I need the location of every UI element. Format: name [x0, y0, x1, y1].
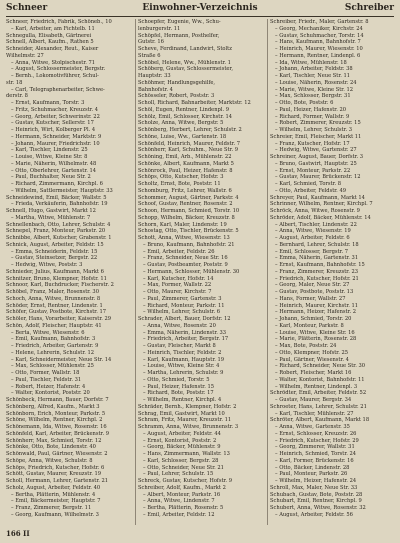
directory-entry-line: – Georg, Bäcker, Mühlenstr. 9	[143, 444, 221, 451]
directory-entry-line: – Paul, Monteur, Parkstr. 26	[275, 471, 348, 478]
directory-entry-line: – Georg, Zimmerer, Wallstr. 31	[275, 444, 355, 451]
header-title: Einwohner-Verzeichnis	[142, 3, 258, 13]
directory-entry-line: – Heinrich, Schmied, Torstr. 24	[275, 451, 357, 457]
directory-entry-line: Schneidewind, Emil, Bäcker, Wallstr. 5	[6, 194, 107, 201]
directory-entry-line: Gutstr. 16	[138, 39, 164, 46]
directory-entry-line: – Max, Bote, Poststr. 24	[275, 343, 337, 349]
directory-entry-line: Straße 6	[138, 52, 161, 59]
directory-entry-line: Schomburg, Fritz, Lehrer, Wallstr. 6	[138, 187, 232, 194]
column-1	[6, 19, 132, 525]
directory-entry-line: – Gustav, Postbote, Poststr. 13	[275, 289, 354, 295]
directory-entry-line: Schrag, Emil, Gastwirt, Markt 10	[138, 410, 225, 417]
directory-entry-line: Schreck, Gustav, Kutscher, Hofstr. 9	[138, 478, 232, 484]
directory-entry-line: Schöberg, Gustav, Schlossermeister,	[138, 66, 233, 73]
directory-entry-line: – Anna, Witwe, Stolpischestr. 71	[11, 59, 96, 66]
directory-entry-line: Schnibbe, Albert, Kutscher, Grabenstr. 1	[6, 235, 112, 241]
directory-entry-line: lenburgerstr. 11	[138, 25, 181, 32]
directory-entry-line: – August, Arbeiter, Feldstr. 56	[275, 511, 353, 518]
directory-entry-line: Schönberg, Alfred, Kaufm., Markt 3	[6, 403, 100, 410]
directory-entry-line: – Robert, Fleischer, Markt 16	[275, 370, 352, 376]
directory-entry-line: – August, Schlossermeister, Bergstr.	[11, 66, 106, 73]
directory-entry-line: – Albert, Monteur, Parkstr. 16	[143, 491, 221, 498]
directory-entry-line: – Berta, Witwe, Wiesenstr. 6	[11, 329, 85, 336]
directory-entry-line: – Richard, Zimmermann, Kirchpl. 6	[11, 181, 103, 187]
directory-entry-line: – Max, Schlosser, Mühlenstr. 25	[11, 363, 94, 370]
directory-entry-line: Wilhelmstr. 27	[6, 52, 44, 59]
column-2	[138, 19, 264, 525]
directory-entry-line: Schönke, Albert, Kaufmann, Markt 5	[138, 160, 234, 167]
directory-entry-line: Schönbeck, Hermann, Bauer, Dorfstr. 7	[6, 397, 109, 403]
directory-entry-line: Schönherr, Max, Schmied, Torstr. 12	[6, 437, 102, 444]
directory-entry-line: – Emma, Näherin, Lindenstr. 33	[143, 329, 227, 336]
directory-entry-line: Schnegulla, Elisabeth, Gärtnerei	[6, 32, 92, 39]
directory-entry-line: Schösseler, Robert, Poststr. 3	[138, 93, 215, 100]
directory-entry-line: – Ernst, Kontorist, Poststr. 2	[143, 437, 217, 444]
directory-entry-line: – Walter, Kontorist, Poststr. 20	[11, 390, 90, 397]
directory-entry-line: Schnieder, Julius, Kaufmann, Markt 6	[6, 268, 104, 275]
directory-entry-line: – Georg, Kaufmann, Wilhelmstr. 3	[11, 511, 99, 518]
column-divider	[267, 19, 268, 525]
column-3	[270, 19, 396, 525]
directory-entry-line: Schöning, Emil, Arb., Mühlenstr. 22	[138, 154, 232, 160]
directory-entry-line: – Paul, Lehrer, Schulstr. 15	[143, 471, 214, 478]
directory-entry-line: – Emil, Kaufmann, Bahnhofstr. 3	[11, 336, 96, 343]
directory-entry-line: – Karl, Tischler, Lindenstr. 25	[11, 147, 88, 154]
directory-entry-line: Schrödter, Emil, Arbeiter, Feldstr. 52	[270, 390, 367, 397]
directory-entry-line: Schött, Gustav, Maurer, Kreuzstr. 19	[6, 471, 102, 478]
directory-entry-line: Schneer, Friedrich, Fabrik, Schöneb., 10	[6, 19, 112, 25]
directory-entry-line: – Karl, Tischler, Mühlenstr. 27	[275, 410, 354, 417]
directory-entry-line: – Wilhelm, Lehrer, Schulstr. 6	[143, 309, 221, 316]
directory-entry-line: – Otto, Schmied, Torstr. 5	[143, 376, 210, 383]
directory-entry-line: Scholl, Hermann, Lehrer, Gartenstr. 21	[6, 478, 109, 484]
directory-entry-line: – Karl, Monteur, Parkstr. 8	[275, 322, 344, 329]
directory-entry-line: Schöbel, Helene, Ww., Mühlenstr. 1	[138, 59, 231, 66]
directory-entry-line: – Karl, Arbeiter, am Fichtelb. 11	[11, 25, 95, 32]
directory-entry-line: Schölz, Emil, Schlosser, Kirchstr. 14	[138, 113, 233, 120]
directory-entry-line: Schroeter, Hans, Lehrer, Schulstr. 21	[270, 403, 367, 410]
directory-entry-line: Scholl, Richard, Bahnarbeiter, Marktstr. 12	[138, 100, 251, 106]
directory-entry-line: – Emil, Arbeiter, Feldstr. 12	[143, 511, 215, 518]
directory-entry-line: – Hermann, Schlosser, Mühlenstr. 30	[143, 268, 240, 275]
directory-entry-line: Scholtz, Ernst, Bote, Poststr. 11	[138, 181, 221, 187]
directory-entry-line: – Gustav, Schuhmacher, Torstr. 14	[275, 32, 364, 39]
directory-entry-line: Scheve, Ferdinand, Landwirt, Stoltz	[138, 46, 232, 52]
directory-entry-line: – Emil, Arbeiter, Feldstr. 26	[143, 248, 215, 255]
directory-entry-line: – Karl, Tischler, Neue Str. 11	[275, 73, 351, 79]
directory-entry-line: Schommer, August, Gärtner, Parkstr. 4	[138, 194, 239, 201]
directory-entry-line: Schneider, Alexander, Reut., Kaiser	[6, 46, 99, 52]
directory-entry-line: – Ernst, Kaufmann, Bahnhofstr. 15	[275, 262, 365, 268]
directory-entry-line: – Carl, Telegraphenarbeiter, Schwe-	[11, 86, 105, 93]
directory-entry-line: – Richard, Monteur, Parkstr. 11	[143, 302, 225, 309]
directory-entry-line: – Otto, Bote, Poststr. 6	[275, 100, 334, 106]
page-number: 166 II	[6, 529, 30, 538]
directory-entry-line: Schrinner, Wilhelm, Rentner, Kirchpl. 7	[270, 201, 373, 208]
directory-entry-line: Schrader, Albert, Bauer, Dorfstr. 12	[138, 316, 231, 322]
directory-entry-line: – Robert, Heizer, Hafenstr. 4	[11, 383, 86, 390]
directory-entry-line: – Emil, Schlosser, Bergstr. 7	[275, 248, 349, 255]
directory-entry-line: – Louise, Witwe, Kleine Str. 8	[11, 154, 88, 160]
directory-entry-line: – Heinrich, Tischler, Feldstr. 2	[143, 349, 222, 356]
directory-entry-line: Schnitzer, Bruno, Klempner, Hofstr. 11	[6, 275, 107, 282]
directory-entry-line: – Georg, Arbeiter, Schwerinstr. 22	[11, 113, 100, 120]
directory-entry-line: Schnell, Hugo, Gastwirt, Markt 12	[6, 208, 96, 214]
directory-entry-line: Schönwald, Paul, Gärtner, Wiesenstr. 2	[6, 451, 108, 457]
directory-entry-line: – Johann, Schmied, Torstr. 20	[275, 316, 352, 322]
directory-entry-line: Scholze, Anna, Witwe, Bergstr. 5	[138, 120, 224, 127]
directory-entry-line: Schönrock, Paul, Heizer, Hafenstr. 8	[138, 167, 233, 174]
directory-entry-line: – Albert, Tischler, Lindenstr. 22	[275, 221, 357, 228]
directory-entry-line: – Ernst, Kaufmann, Torstr. 3	[11, 100, 85, 106]
directory-entry-line: Schönemann, Ida, Witwe, Rosenstr. 16	[6, 424, 107, 430]
directory-entry-line: Schöne, Luise, Ww., Gartenstr. 18	[138, 133, 227, 140]
directory-entry-line: – Wilhelm, Sattlermeister, Hauptstr. 33	[11, 187, 113, 194]
directory-entry-line: – Max, Former, Wallstr. 22	[143, 282, 212, 289]
directory-entry-line: – Bruno, Kaufmann, Bahnhofstr. 21	[143, 241, 235, 248]
directory-entry-line: Schöbel, Franz, Maler, Rosenstr. 30	[6, 289, 99, 295]
directory-entry-line: Bahnhofstr. 4	[138, 86, 173, 93]
directory-entry-line: Schönberg, Herbert, Lehrer, Schulstr. 2	[138, 127, 242, 133]
directory-entry-line: – Anna, Witwe, Rosenstr. 20	[143, 322, 216, 329]
directory-entry-line: Schöpe, Anna, Witwe, Schulstr. 8	[6, 457, 93, 464]
directory-entry-line: Schreiber, Adolf, Kaufm., Markt 2	[138, 484, 226, 491]
directory-entry-line: Schnoor, Karl, Buchdrucker, Fischerstr. 2	[6, 282, 114, 289]
directory-entry-line: Schöne, Wilhelm, Rentner, Kirchpl. 2	[6, 417, 103, 424]
directory-entry-line: – Ernst, Schlosser, Kreuzstr. 26	[275, 430, 357, 437]
directory-entry-line: – Wilhelm, Rentner, Lindenpl. 3	[275, 383, 358, 390]
directory-entry-line: Schröck, Anna, Witwe, Rosenstr. 9	[270, 208, 360, 214]
directory-entry-line: Schroll, Max, Maler, Neue Str. 33	[270, 484, 358, 491]
directory-entry-line: – Friedrich, Kutscher, Hofstr. 21	[275, 275, 359, 282]
directory-entry-line: – Johann, Maurer, Friedrichstr. 10	[11, 140, 100, 147]
directory-entry-line: – Heinrich, Maurer, Wiesenstr. 10	[275, 46, 363, 52]
directory-entry-line: – August, Arbeiter, Feldstr. 6	[275, 235, 350, 241]
directory-entry-line: – Hedwig, Witwe, Gartenstr. 27	[275, 147, 357, 154]
directory-entry-line: – Gustav, Fleischer, Markt 8	[143, 343, 216, 349]
header-left-keyword: Schneer	[6, 3, 48, 13]
directory-entry-line: – Karl, Schlosser, Bergstr. 28	[143, 457, 219, 464]
directory-entry-line: – Hans, Kaufmann, Bahnhofstr. 7	[275, 39, 361, 46]
directory-entry-line: – Richard, Former, Wallstr. 9	[275, 113, 350, 120]
directory-entry-line: – Max, Schlosser, Bergstr. 31	[275, 93, 351, 100]
directory-entry-line: – Georg, Maler, Neue Str. 27	[275, 282, 350, 289]
directory-entry-line: – Otto, Maurer, Kirchstr. 7	[143, 289, 212, 295]
page-header	[6, 3, 394, 17]
directory-entry-line: – Franz, Schneider, Neue Str. 16	[143, 255, 228, 262]
directory-entry-line: – Otto, Bäcker, Lindenstr. 28	[275, 464, 350, 471]
directory-entry-line: – Frieda, Verkäuferin, Bahnhofstr. 19	[11, 201, 108, 208]
directory-entry-line: – Ida, Witwe, Mühlenstr. 18	[275, 59, 347, 66]
directory-entry-line: – Emil, Bäckermeister, Hauptstr. 7	[11, 498, 101, 505]
directory-entry-line: – Hans, Former, Wallstr. 27	[275, 295, 346, 302]
directory-entry-line: – Gustav, Maurer, Brückenstr. 12	[275, 174, 361, 181]
directory-entry-line: – Otto, Schneider, Neue Str. 21	[143, 464, 224, 471]
directory-entry-line: Schorn, Karl, Maler, Lindenstr. 19	[138, 221, 227, 228]
column-divider	[135, 19, 136, 525]
directory-entry-line: – Karl, Former, Brückenstr. 16	[275, 457, 354, 464]
directory-entry-line: Schröder, Adolf, Bäcker, Mühlenstr. 14	[270, 214, 371, 221]
directory-entry-line: Schott, Anna, Witwe, Wiesenstr. 13	[138, 235, 230, 241]
directory-entry-line: Schröter, Albert, Kaufmann, Markt 18	[270, 417, 370, 424]
directory-entry-line: Schoof, Gustav, Rentner, Rosenstr. 2	[138, 201, 233, 208]
directory-entry-line: – Karl, Schmied, Torstr. 8	[275, 181, 342, 187]
directory-entry-line: – Friedrich, Kutscher, Hofstr. 29	[275, 437, 359, 444]
directory-entry-line: Schöl, Eugen, Rentner, Lindenpl. 9	[138, 106, 229, 113]
directory-entry-line: – Helene, Lehrerin, Schulstr. 12	[11, 349, 95, 356]
directory-entry-line: – Paul, Tischler, Feldstr. 31	[11, 376, 82, 383]
directory-entry-line: Schönherr, Karl, Schuhm., Neue Str. 9	[138, 147, 239, 154]
directory-entry-line: Schönfeld, Heinrich, Maurer, Feldstr. 7	[138, 140, 240, 147]
directory-entry-line: – Robert, Zimmerer, Kreuzstr. 15	[275, 120, 361, 127]
directory-entry-line: – Ernst, Monteur, Parkstr. 22	[275, 167, 351, 174]
directory-entry-line: – Hermann, Schneider, Marktstr. 9	[11, 133, 102, 140]
directory-entry-line: – Karl, Kutscher, Hofstr. 14	[143, 275, 214, 282]
directory-entry-line: – Louise, Witwe, Kleine Str. 4	[143, 363, 220, 370]
directory-entry-line: – Bernhard, Lehrer, Schulstr. 18	[275, 241, 359, 248]
directory-entry-line: – Wilhelm, Heizer, Hafenstr. 24	[275, 478, 357, 484]
directory-entry-line: – Richard, Schneider, Neue Str. 30	[275, 363, 366, 370]
directory-entry-line: Schnick, August, Arbeiter, Feldstr. 15	[6, 241, 104, 248]
directory-entry-line: Schreiner, August, Bauer, Dorfstr. 3	[270, 154, 364, 160]
directory-entry-line: – Anna, Witwe, Wiesenstr. 19	[275, 228, 351, 235]
directory-entry-line: Schönke, Otto, Bote, Lindenstr. 40	[6, 444, 96, 451]
directory-entry-line: – Emma, Schneiderin, Feldstr. 15	[11, 248, 98, 255]
directory-entry-line: – Karl, Kaufmann, Hauptstr. 19	[143, 356, 225, 363]
directory-entry-line: Schön, Adolf, Fleischer, Hauptstr. 41	[6, 322, 102, 329]
directory-entry-line: Hauptstr. 33	[138, 73, 171, 79]
directory-entry-line: – Gustav, Kutscher, Sellerstr. 17	[11, 120, 94, 127]
directory-entry-line: – Marie, Plätterin, Rosenstr. 28	[275, 336, 357, 343]
directory-entry-line: – Otto, Former, Wallstr. 18	[11, 370, 80, 376]
directory-entry-line: – Friedrich, Arbeiter, Gartenstr. 9	[11, 343, 99, 349]
directory-entry-line: – Paul, Gärtner, Wiesenstr. 4	[275, 356, 349, 363]
directory-entry-line: Schräder, Bernh., Klempner, Hofstr. 2	[138, 403, 237, 410]
directory-entry-line: – Karl, Schneidermeister, Neue Str. 14	[11, 356, 112, 363]
directory-entry-line: Schöps, Friedrich, Kutscher, Hofstr. 6	[6, 464, 105, 471]
directory-entry-line: – Martha, Witwe, Mühlenstr. 7	[11, 214, 91, 221]
directory-entry-line: Schönborn, Erich, Monteur, Parkstr. 5	[6, 410, 106, 417]
directory-entry-line: Schubach, Gustav, Bote, Poststr. 28	[270, 491, 363, 498]
directory-entry-line: – Bertha, Plätterin, Rosenstr. 5	[143, 505, 224, 511]
directory-entry-line: Schöder, Ernst, Rentner, Lindenstr. 1	[6, 302, 103, 309]
directory-entry-line: Schram, Fritz, Maurer, Kreuzstr. 11	[138, 417, 232, 424]
directory-entry-line: – Richard, Bote, Poststr. 17	[143, 390, 214, 397]
directory-entry-line: – Wilhelm, Rentner, Kirchpl. 4	[143, 397, 222, 403]
directory-entry-line: Schoch, Anna, Witwe, Brunnenstr. 8	[6, 295, 101, 302]
directory-entry-line: – Fritz, Schuhmacher, Kreuzstr. 4	[11, 106, 99, 113]
header-rule	[6, 16, 394, 17]
directory-entry-line: derstr. 8	[6, 93, 28, 100]
directory-entry-line: – Emma, Näherin, Gartenstr. 31	[275, 255, 359, 262]
directory-entry-line: Schöfer, Gustav, Postbote, Kirchstr. 17	[6, 309, 107, 316]
directory-entry-line: Schreyer, Paul, Kaufmann, Markt 14	[270, 194, 365, 201]
directory-entry-line: – Gustav, Postbeamter, Poststr. 9	[143, 262, 228, 268]
directory-entry-line: Schnepel, Franz, Monteur, Parkstr. 20	[6, 228, 106, 235]
directory-entry-line: – Paul, Zimmerer, Gartenstr. 3	[143, 295, 222, 302]
header-right-keyword: Schreiber	[344, 3, 394, 13]
directory-entry-line: – Marie, Witwe, Kleine Str. 12	[275, 86, 354, 93]
directory-entry-line: Schönfeld, Karl, Arbeiter, Brückenstr. 9	[6, 430, 109, 437]
directory-entry-line: – Friedrich, Arbeiter, Bergstr. 17	[143, 336, 229, 343]
directory-entry-line: – Louise, Näherin, Rosenstr. 24	[275, 79, 357, 86]
directory-entry-line: Schnellenbach, Otto, Lehrer, Schulstr. 4	[6, 221, 111, 228]
directory-entry-line: Schöhmer, Handlungsgehilfe,	[138, 79, 216, 86]
directory-entry-line: – Georg, Mechaniker, Kirchstr. 24	[275, 25, 363, 32]
directory-entry-line: – Franz, Kutscher, Hofstr. 17	[275, 140, 350, 147]
directory-entry-line: – Heinrich, Wirt, Kolberger Pl. 4	[11, 127, 96, 133]
directory-entry-line: – Gustav, Maurer, Bergstr. 34	[275, 397, 352, 403]
directory-entry-line: – Franz, Zimmerer, Kreuzstr. 23	[275, 268, 359, 275]
directory-entry-line: – Otto, Klempner, Hofstr. 25	[275, 349, 349, 356]
directory-entry-line: – Gustav, Steinsetzer, Bergstr. 22	[11, 255, 98, 262]
directory-entry-line: – Anna, Witwe, Gartenstr. 35	[275, 424, 350, 430]
directory-entry-line: Schramm, Anna, Witwe, Brunnenstr. 3	[138, 424, 239, 430]
directory-entry-line: – Johann, Arbeiter, Feldstr. 38	[275, 66, 353, 73]
directory-entry-line: Schöler, Hans, Vorarbeiter, Kaiserstr. 29	[6, 316, 112, 322]
directory-entry-line: Schopp, Wilhelm, Bäcker, Kreuzstr. 8	[138, 214, 235, 221]
directory-entry-line: – Anna, Witwe, Lindenstr. 7	[143, 498, 215, 505]
directory-entry-line: Schostag, Otto, Tischler, Brückenstr. 5	[138, 228, 239, 235]
directory-entry-line: – Louise, Witwe, Kleine Str. 16	[275, 329, 355, 336]
directory-entry-line: Schöps, Otto, Kutscher, Hofstr. 3	[138, 174, 224, 181]
directory-entry-line: Schnell, Albert, Kaufm., Rathen 5	[6, 39, 94, 46]
directory-entry-line: – Otto, Oberlehrer, Gartenstr. 14	[11, 167, 97, 174]
directory-entry-line: – Hans, Zimmermann, Wallstr. 13	[143, 451, 230, 457]
directory-entry-line: – Otto, Arbeiter, Feldstr. 49	[275, 187, 346, 194]
directory-entry-line: – Paul, Heizer, Hafenstr. 15	[143, 383, 215, 390]
directory-entry-line: – Wilhelm, Lehrer, Schulstr. 3	[275, 127, 353, 133]
directory-entry-line: – Hermann, Rentner, Lindenpl. 6	[275, 52, 361, 59]
directory-entry-line: Schöpfel, Hermann, Posthelfer,	[138, 32, 220, 39]
directory-entry-line: Scholz, August, Arbeiter, Feldstr. 40	[6, 484, 101, 491]
directory-entry-line: – Hermann, Heizer, Hafenstr. 2	[275, 309, 357, 316]
directory-entry-line: – August, Arbeiter, Feldstr. 44	[143, 430, 221, 437]
directory-entry-line: – Bruno, Gastwirt, Hauptstr. 25	[275, 160, 357, 167]
directory-entry-line: – Martha, Lehrerin, Schulstr. 9	[143, 370, 224, 376]
directory-entry-line: Schubert, Anna, Witwe, Rosenstr. 32	[270, 505, 366, 511]
directory-entry-line: – Bernh., Lokomotivführer, Schul-	[11, 73, 99, 79]
directory-entry-line: – Paul, Heizer, Hafenstr. 20	[275, 106, 347, 113]
directory-entry-line: – Marie, Näherin, Wilhelmstr. 48	[11, 160, 97, 167]
directory-entry-line: Schoepfer, Eugenie, Ww., Schu-	[138, 19, 221, 25]
directory-entry-line: Schoon, Hermann, Schmied, Torstr. 10	[138, 208, 240, 214]
directory-entry-line: – Bertha, Plätterin, Mühlenstr. 4	[11, 491, 96, 498]
directory-entry-line: – Hedwig, Witwe, Poststr. 3	[11, 262, 83, 268]
directory-entry-line: – Heinrich, Maurer, Kirchstr. 11	[275, 302, 359, 309]
directory-entry-line: – Walter, Kontorist, Bahnhofstr. 11	[275, 376, 365, 383]
directory-entry-line: Schubart, Emil, Rentner, Kirchpl. 9	[270, 498, 362, 505]
directory-entry-line: – Franz, Zimmerer, Bergstr. 11	[11, 505, 92, 511]
directory-entry-line: str. 18	[6, 79, 23, 86]
directory-entry-line: Schreier, Emil, Fleischer, Markt 11	[270, 133, 362, 140]
directory-entry-line: – Paul, Buchhalter, Neue Str. 2	[11, 174, 91, 181]
directory-entry-line: Schreiber, Friedr., Maler, Gartenstr. 8	[270, 19, 369, 25]
